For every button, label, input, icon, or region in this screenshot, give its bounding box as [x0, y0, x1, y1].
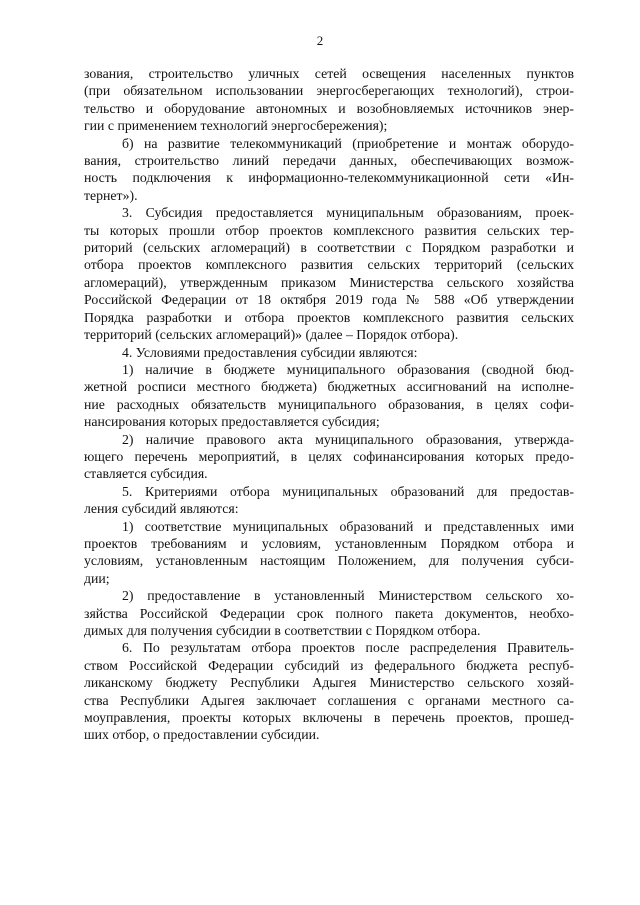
- text-line: 2) предоставление в установленный Министерством сельского хо-: [122, 588, 574, 604]
- text-line: 6. По результатам отбора проектов после распределения Правитель-: [122, 640, 574, 656]
- paragraph-condition-2: [84, 431, 574, 483]
- text-line: ших отбор, о предоставлении субсидии.: [84, 727, 320, 743]
- text-line: 1) соответствие муниципальных образований и представленных ими: [122, 518, 574, 534]
- text-line: ства Республики Адыгея заключает соглашения с органами местного са-: [84, 692, 574, 708]
- text-line: (при обязательном использовании энергосберегающих технологий), строи-: [84, 83, 574, 99]
- text-line: гии с применением технологий энергосбережения);: [84, 118, 388, 134]
- text-line: 4. Условиями предоставления субсидии являются:: [122, 344, 418, 360]
- text-line: условиям, установленным настоящим Положением, для получения субси-: [84, 553, 574, 569]
- text-line: дии;: [84, 570, 110, 586]
- text-line: проектов требованиям и условиям, установленным Порядком отбора и: [84, 535, 574, 551]
- text-line: ления субсидий являются:: [84, 501, 239, 517]
- page-number: 2: [316, 33, 324, 48]
- text-line: Российской Федерации от 18 октября 2019 года № 588 «Об утверждении: [84, 292, 574, 308]
- text-line: ставляется субсидия.: [84, 466, 208, 482]
- text-line: ством Российской Федерации субсидий из федерального бюджета респуб-: [84, 657, 574, 673]
- text-line: Порядка разработки и отбора проектов комплексного развития сельских: [84, 309, 574, 325]
- text-line: территорий (сельских агломераций)» (далее – Порядок отбора).: [84, 327, 459, 343]
- text-line: 3. Субсидия предоставляется муниципальным образованиям, проек-: [122, 205, 574, 221]
- text-line: агломераций), утвержденным приказом Министерства сельского хозяйства: [84, 274, 574, 290]
- text-line: 5. Критериями отбора муниципальных образований для предостав-: [122, 483, 574, 499]
- text-line: димых для получения субсидии в соответствии с Порядком отбора.: [84, 623, 481, 638]
- document-body: [84, 65, 574, 744]
- text-line: 2) наличие правового акта муниципального образования, утвержда-: [122, 431, 574, 447]
- text-line: ты которых прошли отбор проектов комплексного развития сельских тер-: [84, 222, 574, 238]
- paragraph-criterion-1: [84, 518, 574, 588]
- text-line: нансирования которых предоставляется субсидия;: [84, 414, 380, 430]
- text-line: ликанскому бюджету Республики Адыгея Министерство сельского хозяй-: [84, 675, 574, 691]
- text-line: ность подключения к информационно-телекоммуникационной сети «Ин-: [84, 170, 574, 186]
- paragraph-subsidy-provision: [84, 204, 574, 343]
- paragraph-telecom: [84, 135, 574, 205]
- text-line: моуправления, проекты которых включены в перечень проектов, прошед-: [84, 710, 574, 726]
- text-line: тернет»).: [84, 187, 138, 203]
- text-line: ющего перечень мероприятий, в целях софинансирования которых предо-: [84, 448, 574, 464]
- text-line: зования, строительство уличных сетей освещения населенных пунктов: [84, 66, 574, 81]
- text-line: жетной росписи местного бюджета) бюджетных ассигнований на исполне-: [84, 379, 574, 395]
- text-line: ние расходных обязательств муниципального образования, в целях софи-: [84, 396, 574, 412]
- text-line: б) на развитие телекоммуникаций (приобретение и монтаж оборудо-: [122, 135, 574, 151]
- paragraph-criteria-heading: [84, 483, 574, 518]
- paragraph-street-lighting: [84, 65, 574, 135]
- paragraph-conditions-heading: [84, 344, 574, 361]
- paragraph-condition-1: [84, 361, 574, 431]
- text-line: тельство и оборудование автономных и возобновляемых источников энер-: [84, 100, 574, 116]
- paragraph-agreement: [84, 639, 574, 743]
- paragraph-criterion-2: [84, 587, 574, 639]
- text-line: риторий (сельских агломераций) в соответствии с Порядком разработки и: [84, 240, 574, 256]
- text-line: зяйства Российской Федерации срок полного пакета документов, необхо-: [84, 605, 574, 621]
- text-line: отбора проектов комплексного развития сельских территорий (сельских: [84, 257, 574, 273]
- text-line: вания, строительство линий передачи данных, обеспечивающих возмож-: [84, 153, 574, 169]
- text-line: 1) наличие в бюджете муниципального образования (сводной бюд-: [122, 361, 574, 377]
